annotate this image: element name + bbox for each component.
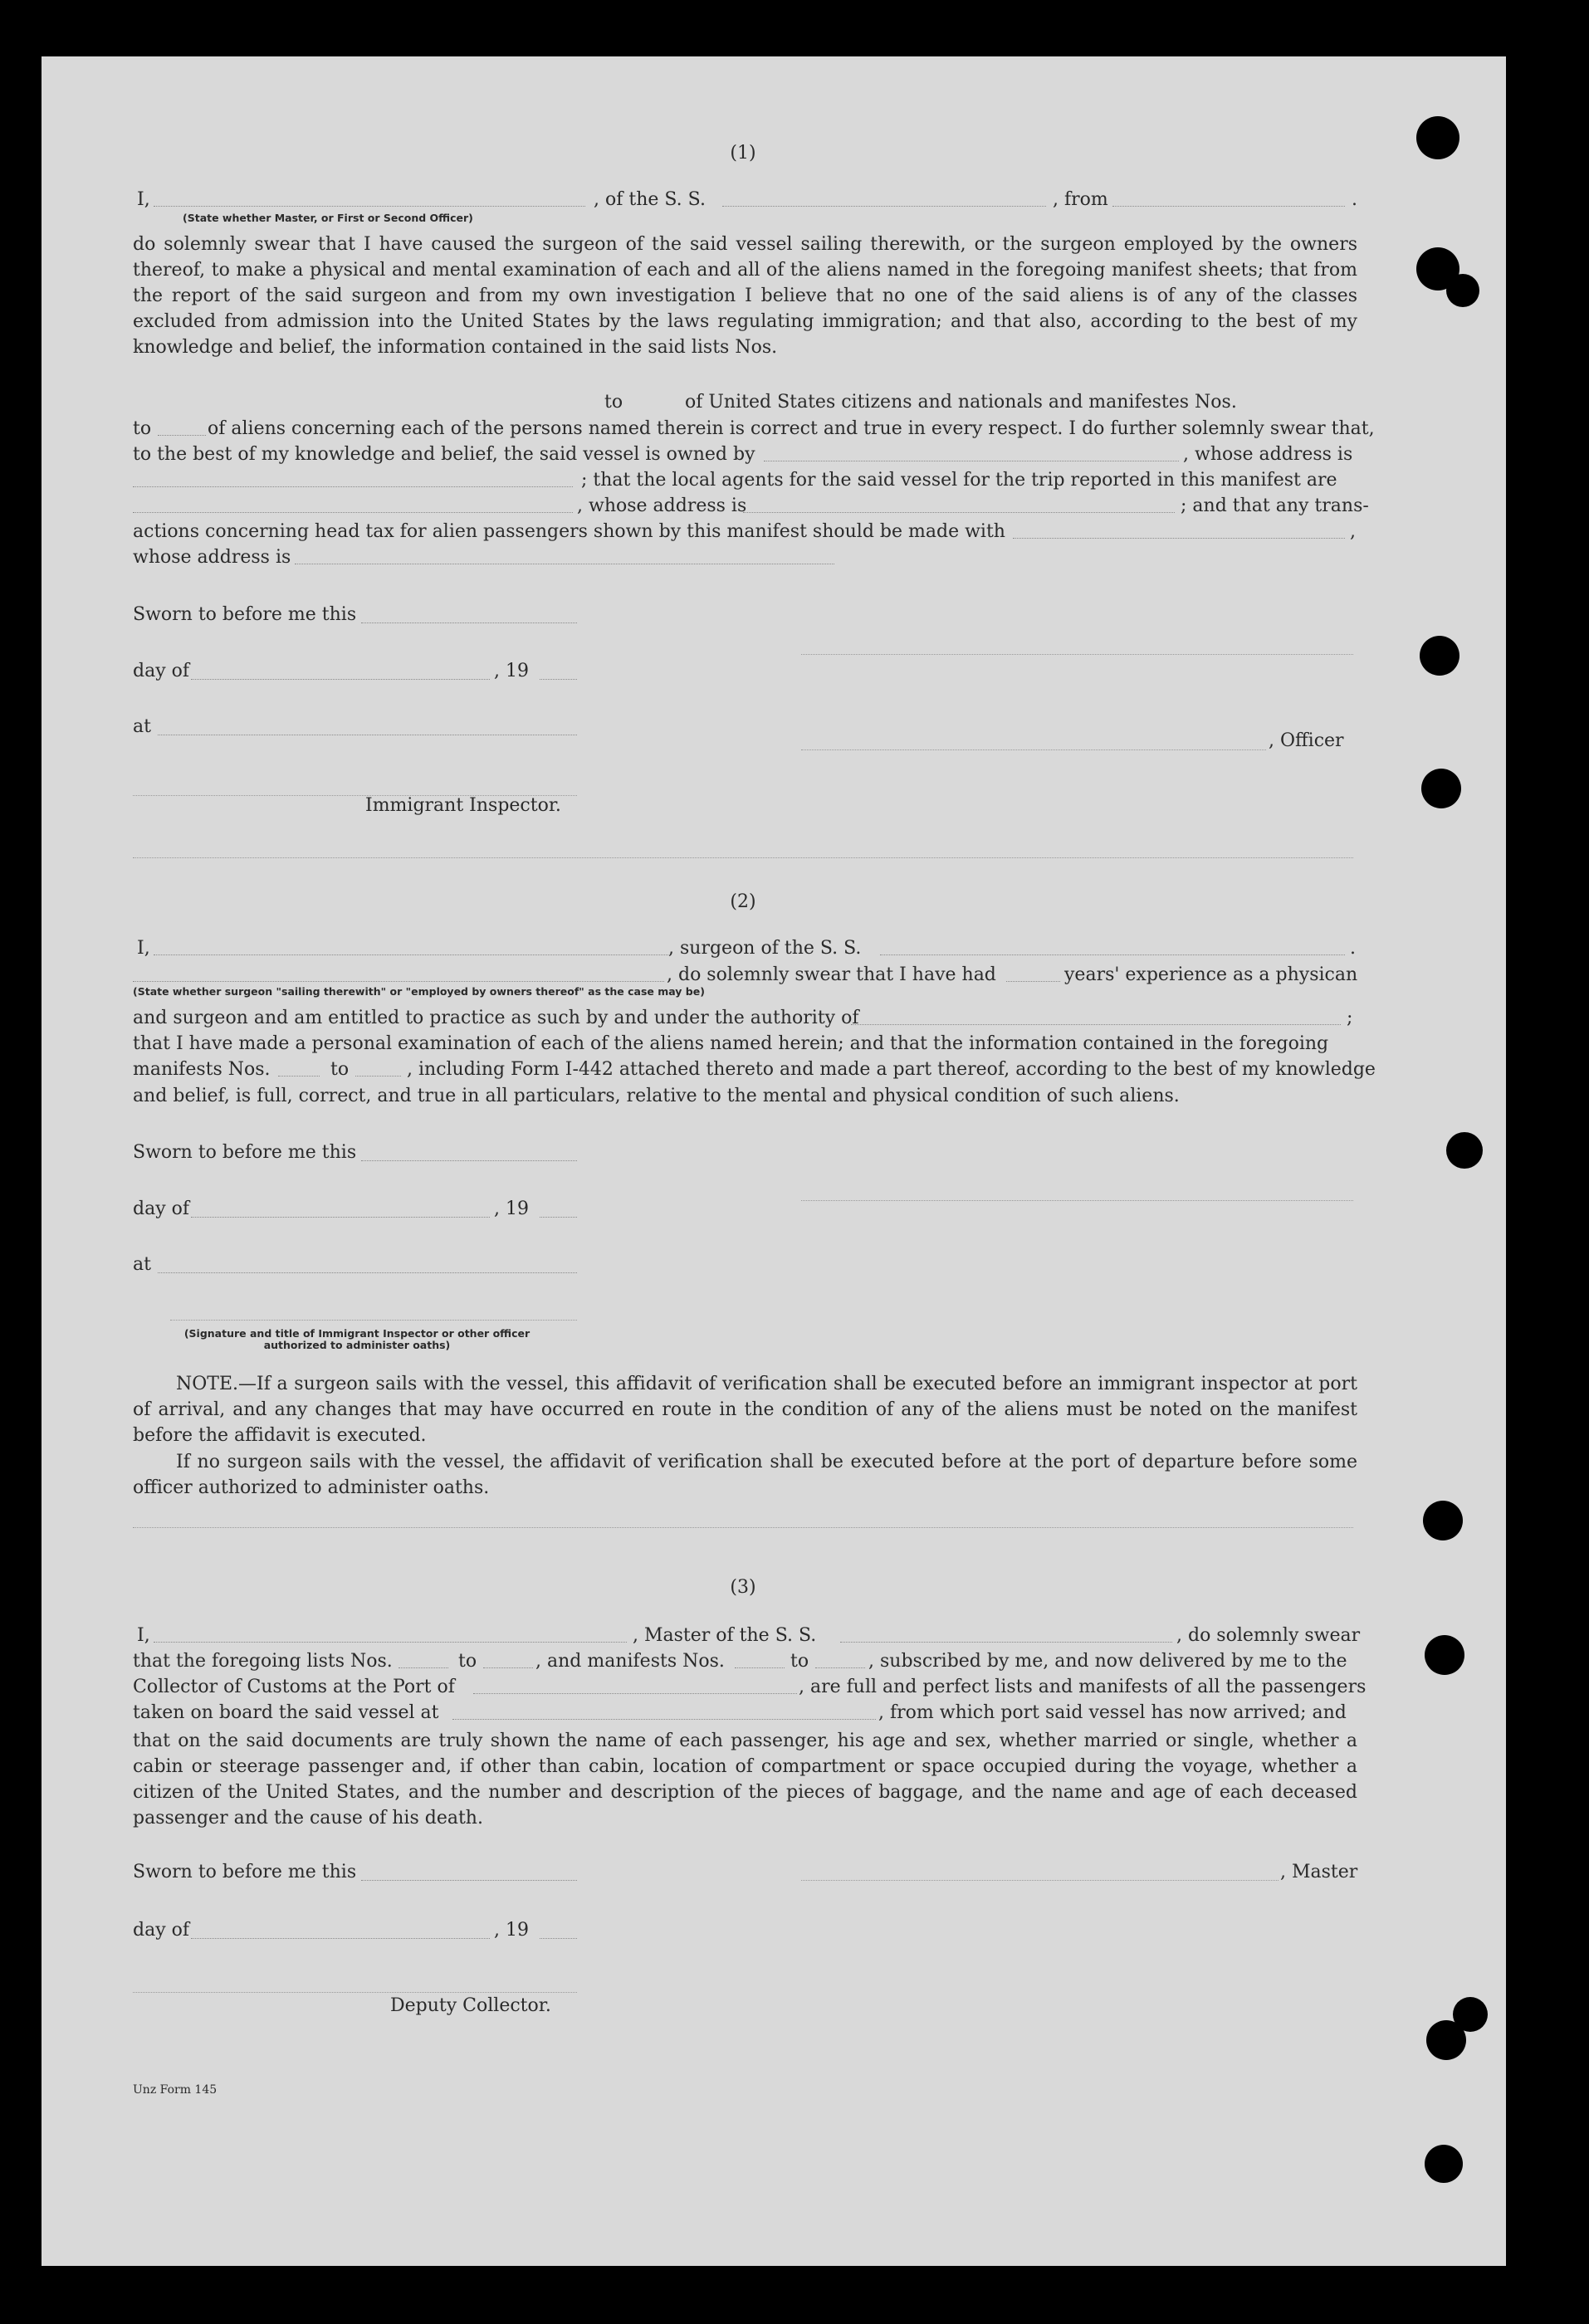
year-field[interactable] [540, 679, 577, 680]
surgeon-status-caption: (State whether surgeon "sailing therewith" or "employed by owners thereof" as the case may be) [133, 985, 705, 998]
day-of-label: day of [133, 1199, 190, 1219]
s3-text: , do solemnly swear [1176, 1625, 1361, 1646]
day-of-field[interactable] [191, 1217, 490, 1218]
s2-text: , do solemnly swear that I have had [667, 964, 996, 985]
s1-text: ; that the local agents for the said vessel for the trip reported in this manifest are [581, 470, 1337, 491]
s2-text: and surgeon and am entitled to practice as such by and under the authority of [133, 1008, 859, 1028]
sworn-label: Sworn to before me this [133, 1142, 357, 1163]
deputy-collector-label: Deputy Collector. [390, 1995, 551, 2016]
s1-text: to the best of my knowledge and belief, the said vessel is owned by [133, 444, 755, 465]
lists-from-field[interactable] [398, 1667, 448, 1668]
years-experience-field[interactable] [1006, 981, 1060, 982]
s1-text: . [1352, 189, 1357, 210]
s2-text: , including Form I-442 attached thereto and made a part thereof, according to the best of my knowledge [407, 1059, 1376, 1080]
officer-label: , Officer [1269, 730, 1344, 751]
note-paragraph: NOTE.—If a surgeon sails with the vessel, this affidavit of verification shall be executed before an immigrant inspector at port of arrival, and any changes that may have occurred en route in the condition of any of the aliens must be noted on the manifest before the affidavit is executed. [133, 1374, 1357, 1446]
s3-text: , are full and perfect lists and manifests of all the passengers [799, 1677, 1367, 1697]
officer-rank-caption: (State whether Master, or First or Second Officer) [183, 212, 473, 224]
punch-hole [1425, 2145, 1463, 2183]
s1-text: of aliens concerning each of the persons named therein is correct and true in every respect. I do further solemnly swear that, [208, 418, 1375, 439]
s1-text: , whose address is [577, 496, 747, 516]
sworn-date-field[interactable] [361, 1880, 577, 1881]
at-label: at [133, 1254, 151, 1275]
sworn-date-field[interactable] [361, 1160, 577, 1161]
s3-text: to [458, 1651, 477, 1672]
punch-hole [1420, 636, 1459, 676]
year-label: , 19 [494, 661, 529, 681]
s3-text: , Master of the S. S. [633, 1625, 817, 1646]
manifests-to-field[interactable] [355, 1076, 401, 1077]
section-3-heading: (3) [730, 1577, 756, 1598]
s2-text: ; [1347, 1008, 1353, 1028]
agents-field[interactable] [133, 512, 573, 513]
surgeon-name-field[interactable] [154, 954, 668, 955]
signature-caption: (Signature and title of Immigrant Inspector or other officer authorized to administer oaths) [183, 1327, 530, 1351]
s1-text: to [133, 418, 152, 439]
vessel-name-field[interactable] [722, 206, 1046, 207]
s3-text: , subscribed by me, and now delivered by me to the [868, 1651, 1347, 1672]
punch-hole [1425, 1635, 1464, 1675]
s1-text: I, [137, 189, 150, 210]
punch-hole [1446, 1132, 1483, 1169]
surgeon-signature-line[interactable] [801, 1200, 1353, 1201]
punch-hole [1453, 1997, 1488, 2032]
s1-text: to [604, 392, 623, 413]
inspector-signature-line[interactable] [170, 1320, 577, 1321]
s1-text: actions concerning head tax for alien passengers shown by this manifest should be made with [133, 521, 1005, 542]
s1-text: , whose address is [1183, 444, 1353, 465]
manifests-from-field[interactable] [278, 1076, 320, 1077]
year-label: , 19 [494, 1199, 529, 1219]
s1-text: , [1350, 521, 1356, 542]
punch-hole [1421, 769, 1461, 808]
s1-body: do solemnly swear that I have caused the surgeon of the said vessel sailing therewith, or the surgeon employed by the owners thereof, to make a physical and mental examination of each and all of the aliens named in the foregoing manifest sheets; that from the report of the said surgeon and from my own investigation I believe that no one of the said aliens is of any of the classes excluded from admission into the United States by the laws regulating immigration; and that also, according to the best of my knowledge and belief, the information contained in the said lists Nos. [133, 234, 1357, 358]
s3-text: Collector of Customs at the Port of [133, 1677, 455, 1697]
vessel-name-field[interactable] [880, 954, 1345, 955]
manifests-from-field[interactable] [735, 1667, 785, 1668]
s1-text: of United States citizens and nationals and manifestes Nos. [685, 392, 1237, 413]
s1-text: ; and that any trans- [1181, 496, 1369, 516]
punch-hole [1446, 274, 1479, 307]
manifests-to-field[interactable] [815, 1667, 865, 1668]
head-tax-contact-field[interactable] [1013, 538, 1345, 539]
master-name-field[interactable] [154, 206, 585, 207]
divider [133, 857, 1353, 858]
owner-address-field[interactable] [133, 486, 573, 487]
s3-text: , and manifests Nos. [535, 1651, 725, 1672]
port-field[interactable] [473, 1693, 797, 1694]
sworn-label: Sworn to before me this [133, 1862, 357, 1882]
collector-signature-line[interactable] [133, 1992, 577, 1993]
master-signature-line[interactable] [801, 1880, 1279, 1881]
officer-signature-line[interactable] [801, 749, 1266, 750]
section-2-heading: (2) [730, 891, 756, 912]
s3-body: that on the said documents are truly shown the name of each passenger, his age and sex, whether married or single, whether a cabin or steerage passenger and, if other than cabin, location of compartment or space occupied during the voyage, whether a citizen of the United States, and the number and description of the pieces of baggage, and the name and age of each deceased passenger and the cause of his death. [133, 1731, 1357, 1828]
day-of-label: day of [133, 1920, 190, 1941]
sworn-label: Sworn to before me this [133, 604, 357, 625]
signature-line[interactable] [801, 654, 1353, 655]
master-label: , Master [1280, 1862, 1358, 1882]
s3-text: I, [137, 1625, 150, 1646]
inspector-label: Immigrant Inspector. [365, 795, 561, 816]
vessel-name-field[interactable] [840, 1642, 1172, 1643]
divider [133, 1527, 1353, 1528]
s2-text: manifests Nos. [133, 1059, 271, 1080]
s3-text: to [790, 1651, 809, 1672]
s2-text: . [1350, 938, 1356, 959]
s2-text: , surgeon of the S. S. [668, 938, 862, 959]
s1-text: whose address is [133, 547, 291, 568]
at-label: at [133, 716, 151, 737]
s2-text: I, [137, 938, 150, 959]
s1-text: , from [1053, 189, 1108, 210]
lists-to-field[interactable] [158, 435, 206, 436]
punch-hole [1423, 1501, 1463, 1540]
s3-text: taken on board the said vessel at [133, 1702, 439, 1723]
year-field[interactable] [540, 1217, 577, 1218]
section-1-heading: (1) [730, 143, 756, 164]
s2-text: and belief, is full, correct, and true in all particulars, relative to the mental and physical condition of such aliens. [133, 1086, 1180, 1106]
year-label: , 19 [494, 1920, 529, 1941]
s3-text: that the foregoing lists Nos. [133, 1651, 393, 1672]
year-field[interactable] [540, 1938, 577, 1939]
at-field[interactable] [158, 1272, 577, 1273]
form-number: Unz Form 145 [133, 2083, 218, 2097]
note-paragraph: If no surgeon sails with the vessel, the affidavit of verification shall be executed before at the port of departure before some officer authorized to administer oaths. [133, 1452, 1357, 1498]
day-of-field[interactable] [191, 1938, 490, 1939]
s2-text: that I have made a personal examination of each of the aliens named herein; and that the information contained in the foregoing [133, 1033, 1329, 1054]
departure-port-field[interactable] [1112, 206, 1345, 207]
authority-field[interactable] [851, 1024, 1341, 1025]
lists-to-field[interactable] [483, 1667, 533, 1668]
s2-text: to [330, 1059, 350, 1080]
sworn-date-field[interactable] [361, 622, 577, 623]
form-sheet [42, 56, 1506, 2266]
surgeon-status-field[interactable] [133, 981, 664, 982]
day-of-label: day of [133, 661, 190, 681]
s3-text: , from which port said vessel has now arrived; and [878, 1702, 1347, 1723]
s2-text: years' experience as a physican [1064, 964, 1358, 985]
s1-text: , of the S. S. [594, 189, 706, 210]
agents-address-field[interactable] [743, 512, 1175, 513]
day-of-field[interactable] [191, 679, 490, 680]
master-name-field[interactable] [154, 1642, 627, 1643]
boarding-port-field[interactable] [452, 1719, 876, 1720]
